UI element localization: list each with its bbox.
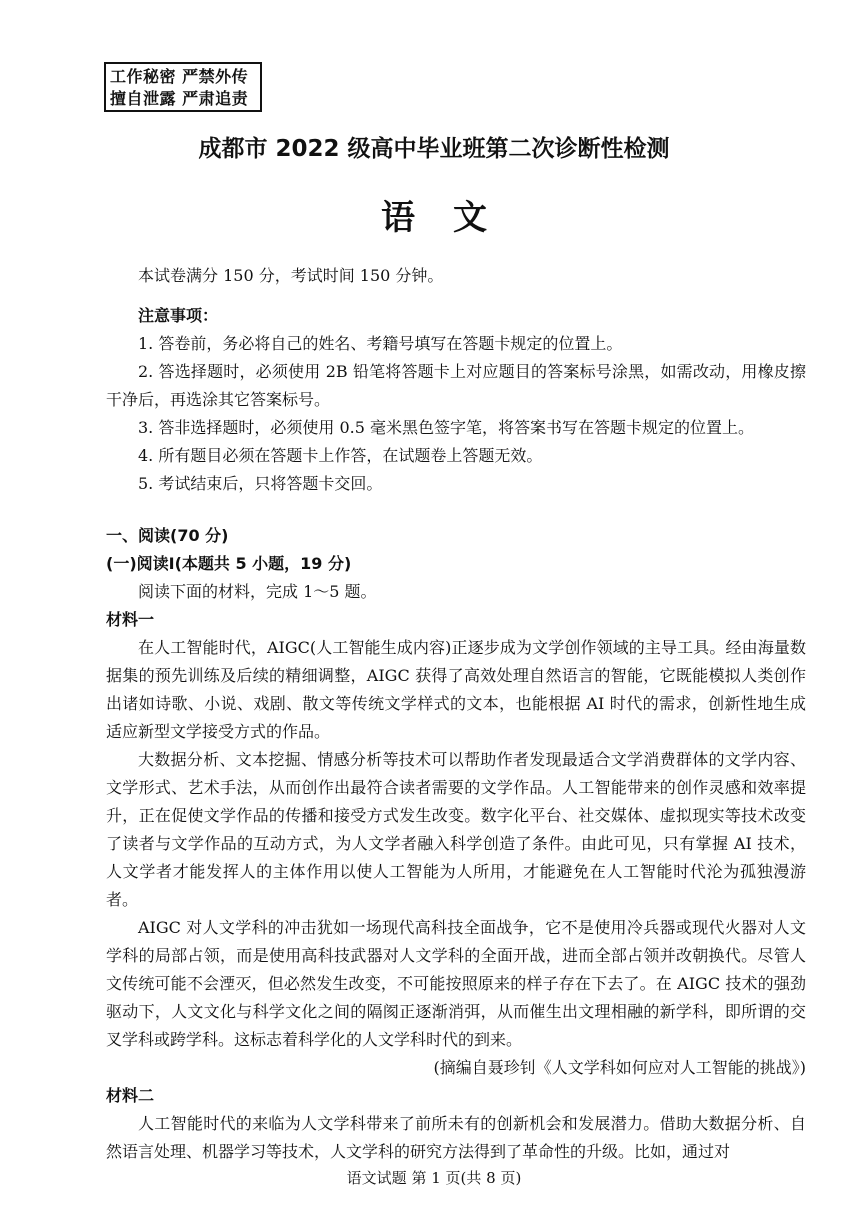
stamp-line-1: 工作秘密 严禁外传 xyxy=(110,67,249,86)
confidential-stamp xyxy=(104,62,262,112)
material-1-source: (摘编自聂珍钊《人文学科如何应对人工智能的挑战》) xyxy=(433,1058,806,1077)
material-1-paragraph: 大数据分析、文本挖掘、情感分析等技术可以帮助作者发现最适合文学消费群体的文学内容、文学形式、艺术手法，从而创作出最符合读者需要的文学作品。人工智能带来的创作灵感和效率提升，正在促使文学作品的传播和接受方式发生改变。数字化平台、社交媒体、虚拟现实等技术改变了读者与文学作品的互动方式，为人文学者融入科学创造了条件。由此可见，只有掌握 AI 技术，人文学者才能发挥人的主体作用以使人工智能为人所用，才能避免在人工智能时代沦为孤独漫游者。 xyxy=(106,750,806,909)
note-item: 1. 答卷前，务必将自己的姓名、考籍号填写在答题卡规定的位置上。 xyxy=(138,334,623,353)
page-footer: 语文试题 第 1 页(共 8 页) xyxy=(346,1169,522,1187)
material-1-paragraph: 在人工智能时代，AIGC(人工智能生成内容)正逐步成为文学创作领域的主导工具。经由海量数据集的预先训练及后续的精细调整，AIGC 获得了高效处理自然语言的智能，它既能模拟人类创作出诸如诗歌、小说、戏剧、散文等传统文学样式的文本，也能根据 AI 时代的需求，创新性地生成适应新型文学接受方式的作品。 xyxy=(106,638,806,741)
notes-rest xyxy=(138,414,806,498)
exam-title: 成都市 2022 级高中毕业班第二次诊断性检测 xyxy=(198,136,670,162)
material-2-label: 材料二 xyxy=(106,1086,155,1105)
section-title: 一、阅读(70 分) xyxy=(106,526,229,545)
stamp-line-2: 擅自泄露 严肃追责 xyxy=(110,89,249,108)
note-item: 4. 所有题目必须在答题卡上作答，在试题卷上答题无效。 xyxy=(138,446,543,465)
exam-intro: 本试卷满分 150 分，考试时间 150 分钟。 xyxy=(138,266,444,285)
notes-section xyxy=(138,302,806,358)
section-subtitle: (一)阅读Ⅰ(本题共 5 小题，19 分) xyxy=(106,554,352,573)
note-item: 3. 答非选择题时，必须使用 0.5 毫米黑色签字笔，将答案书写在答题卡规定的位置上。 xyxy=(138,418,754,437)
material-1-label: 材料一 xyxy=(106,610,155,629)
material-1-paragraph: AIGC 对人文学科的冲击犹如一场现代高科技全面战争，它不是使用冷兵器或现代火器对人文学科的局部占领，而是使用高科技武器对人文学科的全面开战，进而全部占领并改朝换代。尽管人文传统可能不会湮灭，但必然发生改变，不可能按照原来的样子存在下去了。在 AIGC 技术的强劲驱动下，人文文化与科学文化之间的隔阂正逐渐消弭，从而催生出文理相融的新学科，即所谓的交叉学科或跨学科。这标志着科学化的人文学科时代的到来。 xyxy=(106,918,806,1049)
material-2-paragraph: 人工智能时代的来临为人文学科带来了前所未有的创新机会和发展潜力。借助大数据分析、自然语言处理、机器学习等技术，人文学科的研究方法得到了革命性的升级。比如，通过对 xyxy=(106,1114,806,1161)
note-item: 2. 答选择题时，必须使用 2B 铅笔将答题卡上对应题目的答案标号涂黑，如需改动，用橡皮擦干净后，再选涂其它答案标号。 xyxy=(106,362,806,409)
reading-section xyxy=(106,522,806,1166)
note-item: 5. 考试结束后，只将答题卡交回。 xyxy=(138,474,383,493)
note-item-2-block xyxy=(106,358,806,414)
section-instruction: 阅读下面的材料，完成 1～5 题。 xyxy=(138,582,377,601)
subject-title: 语文 xyxy=(381,198,525,238)
notes-heading: 注意事项： xyxy=(138,306,219,325)
